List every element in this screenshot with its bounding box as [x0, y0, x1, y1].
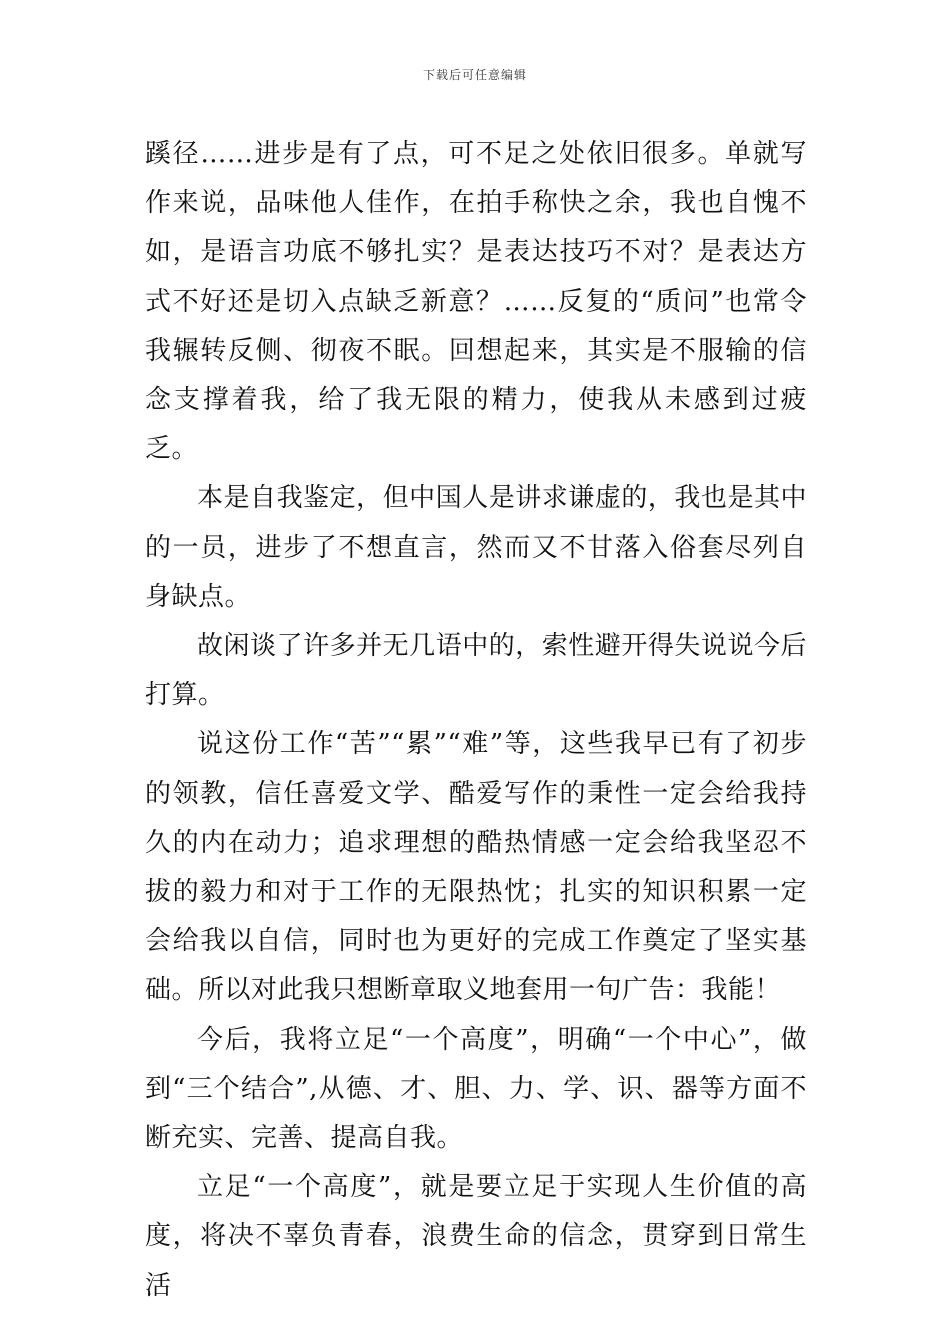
document-body: [145, 130, 807, 1311]
paragraph-work-attitude: 说这份工作“苦”“累”“难”等，这些我早已有了初步的领教，信任喜爱文学、酷爱写作的秉性一定会给我持久的内在动力；追求理想的酷热情感一定会给我坚忍不拔的毅力和对于工作的无限热忱；扎实的知识积累一定会给我以自信，同时也为更好的完成工作奠定了坚实基础。所以对此我只想断章取义地套用一句广告：我能！: [145, 729, 807, 1006]
paragraph-future-plans-intro: 故闲谈了许多并无几语中的，索性避开得失说说今后打算。: [145, 631, 807, 711]
page-header-note: 下载后可任意编辑: [422, 68, 527, 82]
paragraph-one-height: 立足“一个高度”，就是要立足于实现人生价值的高度，将决不辜负青春，浪费生命的信念，贯穿到日常生活: [145, 1172, 807, 1301]
paragraph-goals: 今后，我将立足“一个高度”，明确“一个中心”，做到“三个结合”,从德、才、胆、力、学、识、器等方面不断充实、完善、提高自我。: [145, 1024, 807, 1154]
paragraph-continuation: 蹊径……进步是有了点，可不足之处依旧很多。单就写作来说，品味他人佳作，在拍手称快之余，我也自愧不如，是语言功底不够扎实？是表达技巧不对？是表达方式不好还是切入点缺乏新意？……反复的“质问”也常令我辗转反侧、彻夜不眠。回想起来，其实是不服输的信念支撑着我，给了我无限的精力，使我从未感到过疲乏。: [145, 139, 807, 465]
paragraph-self-assessment: 本是自我鉴定，但中国人是讲求谦虚的，我也是其中的一员，进步了不想直言，然而又不甘落入俗套尽列自身缺点。: [145, 483, 807, 612]
